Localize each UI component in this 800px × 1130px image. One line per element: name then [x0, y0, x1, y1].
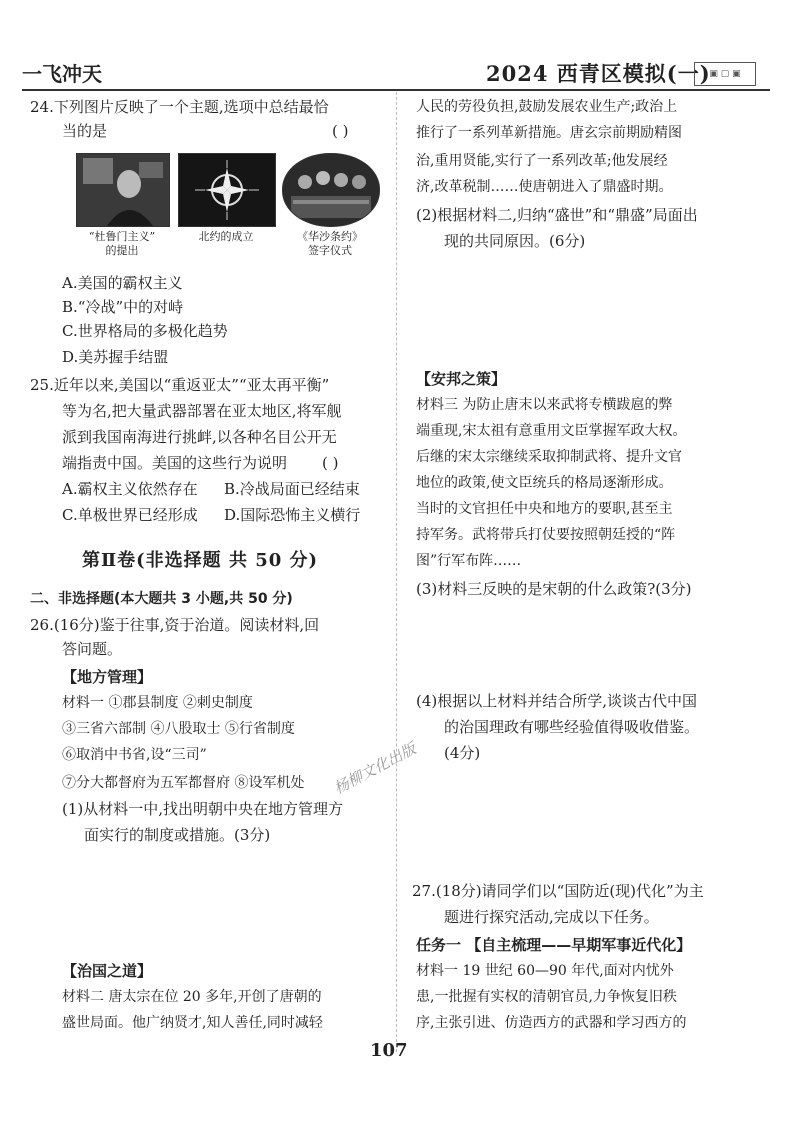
q27-material1-line1: 材料一 19 世纪 60—90 年代,面对内忧外: [416, 963, 674, 979]
page-number: 107: [370, 1040, 408, 1061]
material2-cont-line1: 人民的劳役负担,鼓励发展农业生产;政治上: [416, 99, 678, 115]
material3-line1: 材料三 为防止唐末以来武将专横跋扈的弊: [416, 397, 673, 413]
material1-line4: ⑦分大都督府为五军都督府 ⑧设军机处: [62, 775, 305, 791]
q24-option-b: B.“冷战”中的对峙: [62, 298, 184, 316]
q24-option-c: C.世界格局的多极化趋势: [62, 322, 228, 340]
material2-cont-line2: 推行了一系列革新措施。唐玄宗前期励精图: [416, 125, 682, 141]
nato-emblem-photo-icon: [178, 153, 276, 227]
material3-line2: 端重现,宋太祖有意重用文臣掌握军政大权。: [416, 423, 687, 439]
sub-title-governance: 【治国之道】: [62, 962, 153, 980]
q26-stem-line2: 答问题。: [62, 640, 123, 658]
q26-4-line2: 的治国理政有哪些经验值得吸收借鉴。: [444, 718, 700, 736]
q27-stem-line2: 题进行探究活动,完成以下任务。: [444, 908, 659, 926]
sub-title-local-admin: 【地方管理】: [62, 668, 153, 686]
q26-2-line2: 现的共同原因。(6分): [444, 232, 586, 250]
q24-option-d: D.美苏握手结盟: [62, 348, 169, 366]
q27-material1-line2: 患,一批握有实权的清朝官员,力争恢复旧秩: [416, 989, 677, 1005]
q27-material1-line3: 序,主张引进、仿造西方的武器和学习西方的: [416, 1015, 687, 1031]
material2-line1: 材料二 唐太宗在位 20 多年,开创了唐朝的: [62, 989, 322, 1005]
exam-title: 2024 西青区模拟(一): [486, 61, 711, 86]
q26-2-line1: (2)根据材料二,归纳“盛世”和“鼎盛”局面出: [416, 206, 698, 224]
q26-4-line3: (4分): [444, 744, 481, 762]
material2-cont-line3: 治,重用贤能,实行了一系列改革;他发展经: [416, 153, 668, 169]
q25-answer-bracket: ( ): [322, 454, 339, 472]
q24-stem-line1: 24.下列图片反映了一个主题,选项中总结最恰: [30, 98, 329, 116]
q25-option-d: D.国际恐怖主义横行: [224, 506, 361, 524]
material1-line1: 材料一 ①郡县制度 ②刺史制度: [62, 695, 253, 711]
q25-stem-line2: 等为名,把大量武器部署在亚太地区,将军舰: [62, 402, 342, 420]
caption-warsaw-pact: 《华沙条约》 签字仪式: [297, 230, 363, 257]
section-title: 二、非选择题(本大题共 3 小题,共 50 分): [30, 591, 293, 607]
q26-4-line1: (4)根据以上材料并结合所学,谈谈古代中国: [416, 692, 698, 710]
material1-line3: ⑥取消中书省,设“三司”: [62, 747, 207, 763]
q24-answer-bracket: ( ): [332, 122, 349, 140]
q25-stem-line1: 25.近年以来,美国以“重返亚太”“亚太再平衡”: [30, 376, 330, 394]
q26-1-line2: 面实行的制度或措施。(3分): [84, 826, 271, 844]
q24-stem-line2: 当的是: [62, 122, 108, 140]
material3-line7: 图”行军布阵……: [416, 553, 522, 569]
material1-line2: ③三省六部制 ④八股取士 ⑤行省制度: [62, 721, 295, 737]
warsaw-pact-photo-icon: [282, 153, 380, 227]
q27-stem-line1: 27.(18分)请同学们以“国防近(现)代化”为主: [412, 882, 704, 900]
material2-line2: 盛世局面。他广纳贤才,知人善任,同时减轻: [62, 1015, 323, 1031]
material3-line5: 当时的文官担任中央和地方的要职,甚至主: [416, 501, 673, 517]
brand-logo-text: 一飞冲天: [22, 62, 102, 86]
task1-title: 任务一 【自主梳理——早期军事近代化】: [416, 936, 692, 954]
column-divider: [396, 92, 397, 1052]
corner-mark-icon: ▣ ▢ ▣: [694, 62, 756, 86]
header-rule: [22, 89, 770, 91]
material3-line4: 地位的政策,使文臣统兵的格局逐渐形成。: [416, 475, 673, 491]
q25-stem-line3: 派到我国南海进行挑衅,以各种名目公开无: [62, 428, 337, 446]
material2-cont-line4: 济,改革税制……使唐朝进入了鼎盛时期。: [416, 179, 673, 195]
q25-option-a: A.霸权主义依然存在: [62, 480, 198, 498]
part2-title: 第Ⅱ卷(非选择题 共 50 分): [82, 550, 319, 571]
sub-title-defense: 【安邦之策】: [416, 370, 507, 388]
caption-truman-doctrine: “杜鲁门主义” 的提出: [88, 230, 156, 257]
q26-1-line1: (1)从材料一中,找出明朝中央在地方管理方: [62, 800, 344, 818]
q25-stem-line4: 端指责中国。美国的这些行为说明: [62, 454, 288, 472]
q26-stem-line1: 26.(16分)鉴于往事,资于治道。阅读材料,回: [30, 616, 320, 634]
material3-line6: 持军务。武将带兵打仗要按照朝廷授的“阵: [416, 527, 676, 543]
material3-line3: 后继的宋太宗继续采取抑制武将、提升文官: [416, 449, 682, 465]
publisher-stamp-watermark: 杨柳文化出版: [330, 739, 419, 798]
q24-option-a: A.美国的霸权主义: [62, 274, 183, 292]
q25-option-c: C.单极世界已经形成: [62, 506, 198, 524]
q25-option-b: B.冷战局面已经结束: [224, 480, 360, 498]
q26-3: (3)材料三反映的是宋朝的什么政策?(3分): [416, 580, 692, 598]
truman-photo-icon: [76, 153, 170, 227]
caption-nato: 北约的成立: [198, 230, 254, 243]
